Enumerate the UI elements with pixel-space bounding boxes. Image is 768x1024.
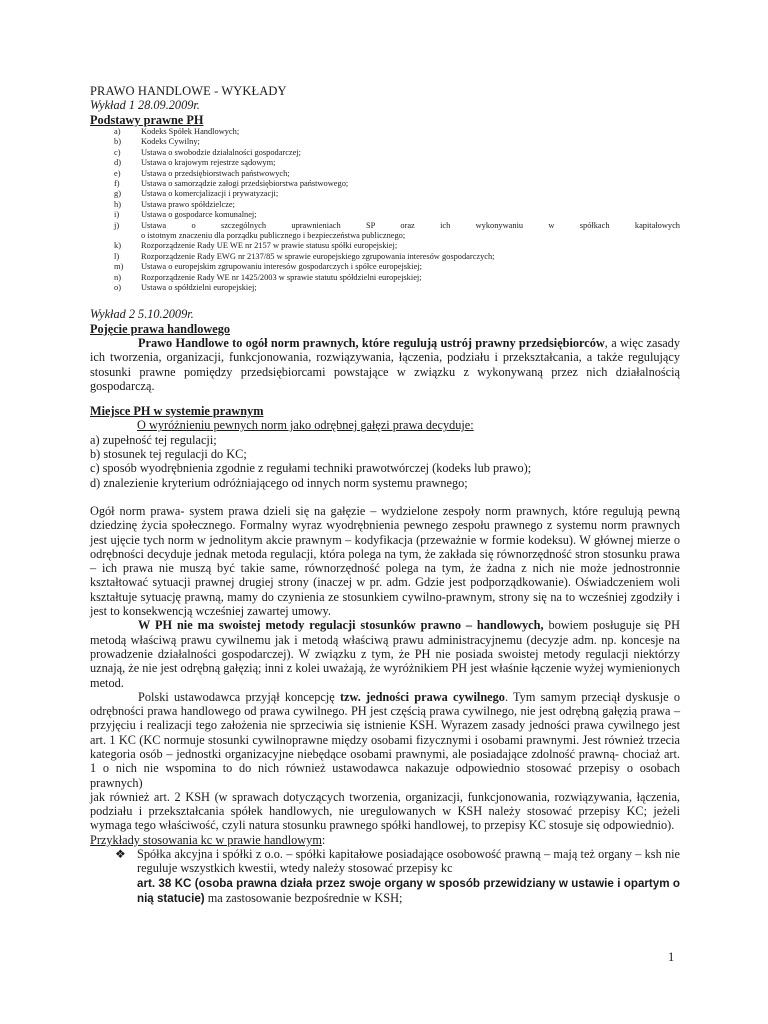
criteria-list — [90, 433, 680, 490]
definition-paragraph — [90, 336, 680, 393]
list-item: h) Ustawa prawo spółdzielcze; — [114, 199, 235, 209]
examples-list — [90, 847, 680, 906]
paragraph-branches: Ogół norm prawa- system prawa dzieli się na gałęzie – wydzielone zespoły norm prawnych, które regulują pewną dziedzinę życia społecznego. Formalny wyraz wyodrębnienia pewnego zespołu prawnego z systemu norm prawnych jest ujęcie tych norm w jednolitym akcie prawnym – kodyfikacja (przeważnie w formie kodeksu). W głównej mierze o odrębności decyduje jednak metoda regulacji, która polega na tym, że zakłada się równorzędność stron stosunku prawa – ich prawa nie muszą być takie same, równorzędność polega na tym, że żadna z nich nie może jednostronnie kształtować sytuacji prawnej drugiej strony (inaczej w pr. adm. Gdzie jest podporządkowanie). Oświadczeniem woli kształtuje sytuację prawną, mamy do czynienia ze stosunkiem cywilno-prawnym, strony się na to wcześniej zgodziły i jest to konsekwencją wcześniej zawartej umowy. — [90, 503, 680, 619]
unity-bold: tzw. jedności prawa cywilnego — [339, 689, 505, 704]
list-item: c) Ustawa o swobodzie działalności gospodarczej; — [114, 147, 302, 157]
list-item: n) Rozporządzenie Rady WE nr 1425/2003 w sprawie statutu spółdzielni europejskiej; — [114, 272, 422, 282]
diamond-bullet-icon: ❖ — [115, 847, 126, 862]
list-item: b) stosunek tej regulacji do KC; — [90, 447, 247, 462]
list-item: o) Ustawa o spółdzielni europejskiej; — [114, 282, 257, 292]
list-item: e) Ustawa o przedsiębiorstwach państwowych; — [114, 168, 290, 178]
lecture-1-date: Wykład 1 28.09.2009r. — [90, 98, 200, 113]
list-item: b) Kodeks Cywilny; — [114, 137, 200, 147]
list-item: f) Ustawa o samorządzie załogi przedsiębiorstwa państwowego; — [114, 178, 349, 188]
list-item: i) Ustawa o gospodarce komunalnej; — [114, 210, 257, 220]
lecture-2-date: Wykład 2 5.10.2009r. — [90, 307, 194, 322]
list-item: l) Rozporządzenie Rady EWG nr 2137/85 w sprawie europejskiego zgrupowania interesów gospodarczych; — [114, 251, 495, 261]
definition-bold: Prawo Handlowe to ogół norm prawnych, które regulują ustrój prawny przedsiębiorców — [138, 335, 605, 350]
paragraph-unity: Polski ustawodawca przyjął koncepcję tzw. jedności prawa cywilnego. Tym samym przeciął dyskusje o odrębności prawa handlowego od prawa cywilnego. PH jest częścią prawa cywilnego, nie jest odrębną gałęzią prawa – przyjęciu i realizacji tego założenia nie sprzeciwia się istnienie KSH. Wyrazem zasady jedności prawa cywilnego jest art. 1 KC (KC normuje stosunki cywilnoprawne między osobami fizycznymi i osobami prawnymi. Jest również trzecia kategoria osób – jednostki organizacyjne niebędące osobami prawnymi, ale posiadające zdolność prawną- chociaż art. 1 o nich nie wspomina to do nich również ustawodawca nakazuje odpowiednio stosować przepisy o osobach prawnych) — [90, 689, 680, 790]
examples-heading-line: Przykłady stosowania kc w prawie handlowym: — [90, 832, 326, 847]
list-item: c) sposób wyodrębnienia zgodnie z regułami techniki prawotwórczej (kodeks lub prawo); — [90, 461, 532, 476]
list-item: k) Rozporządzenie Rady UE WE nr 2157 w prawie statusu spółki europejskiej; — [114, 241, 398, 251]
definition-rest: , a więc zasady ich tworzenia, organizacji, funkcjonowania, rozwiązywania, łączenia, podziału i przekształcania, a także regulujący stosunki prawne pomiędzy przedsiębiorcami powstające w związku z wykonywaną przez nich działalnością gospodarczą. — [90, 335, 680, 393]
list-item: a) zupełność tej regulacji; — [90, 432, 217, 447]
list-item: ❖ Spółka akcyjna i spółki z o.o. – spółki kapitałowe posiadające osobowość prawną – mają też organy – ksh nie reguluje wszystkich kwestii, wtedy należy stosować przepisy kc art. 38 KC (osoba prawna działa przez swoje organy w sposób przewidziany w ustawie i opartym o nią statucie) ma zastosowanie bezpośrednie w KSH; — [115, 847, 680, 905]
document-title: PRAWO HANDLOWE - WYKŁADY — [90, 84, 287, 98]
list-item-continuation: o istotnym znaczeniu dla porządku publicznego i bezpieczeństwa publicznego; — [141, 230, 406, 240]
list-item: d) Ustawa o krajowym rejestrze sądowym; — [114, 158, 276, 168]
page-number: 1 — [668, 950, 675, 964]
art-38-kc-bold: art. 38 KC (osoba prawna działa przez swoje organy w sposób przewidziany w ustawie i opartym o nią statucie) — [137, 876, 680, 905]
document-body — [90, 84, 680, 906]
heading-place-in-system: Miejsce PH w systemie prawnym — [90, 404, 264, 419]
place-intro: O wyróżnieniu pewnych norm jako odrębnej gałęzi prawa decyduje: — [137, 418, 474, 433]
list-item: m) Ustawa o europejskim zgrupowaniu interesów gospodarczych i spółce europejskiej; — [114, 262, 422, 272]
paragraph-art2-ksh: jak również art. 2 KSH (w sprawach dotyczących tworzenia, organizacji, funkcjonowania, rozwiązywania, łączenia, podziału i przekształcania spółek handlowych, nie uregulowanych w KSH należy stosować przepisy KC; jeżeli wymaga tego właściwość, czyli natura stosunku prawnego spółki handlowej, to przepisy KC stosuje się odpowiednio). — [90, 789, 680, 833]
heading-concept: Pojęcie prawa handlowego — [90, 321, 231, 336]
method-bold: W PH nie ma swoistej metody regulacji stosunków prawno – handlowych, — [138, 618, 544, 633]
legal-basis-list — [90, 127, 680, 294]
paragraph-method: W PH nie ma swoistej metody regulacji stosunków prawno – handlowych, bowiem posługuje się PH metodą właściwą prawu cywilnemu jak i metodą właściwą prawu administracyjnemu (decyzje adm. np. koncesje na prowadzenie działalności gospodarczej). W związku z tym, że PH nie posiada swoistej metody regulacji niektórzy uznają, że nie jest odrębną gałęzią; inni z kolei uważają, że wyróżnikiem PH jest właśnie łączenie wyżej wymienionych metod. — [90, 618, 680, 690]
list-item: j) Ustawa o szczególnych uprawnieniach SP oraz ich wykonywaniu w spółkach kapitałowych — [114, 220, 680, 230]
list-item: g) Ustawa o komercjalizacji i prywatyzacji; — [114, 189, 279, 199]
list-item: a) Kodeks Spółek Handlowych; — [114, 126, 240, 136]
heading-examples: Przykłady stosowania kc w prawie handlowym — [90, 832, 322, 847]
heading-legal-basis: Podstawy prawne PH — [90, 112, 204, 127]
list-item: d) znalezienie kryterium odróżniającego od innych norm systemu prawnego; — [90, 475, 468, 490]
